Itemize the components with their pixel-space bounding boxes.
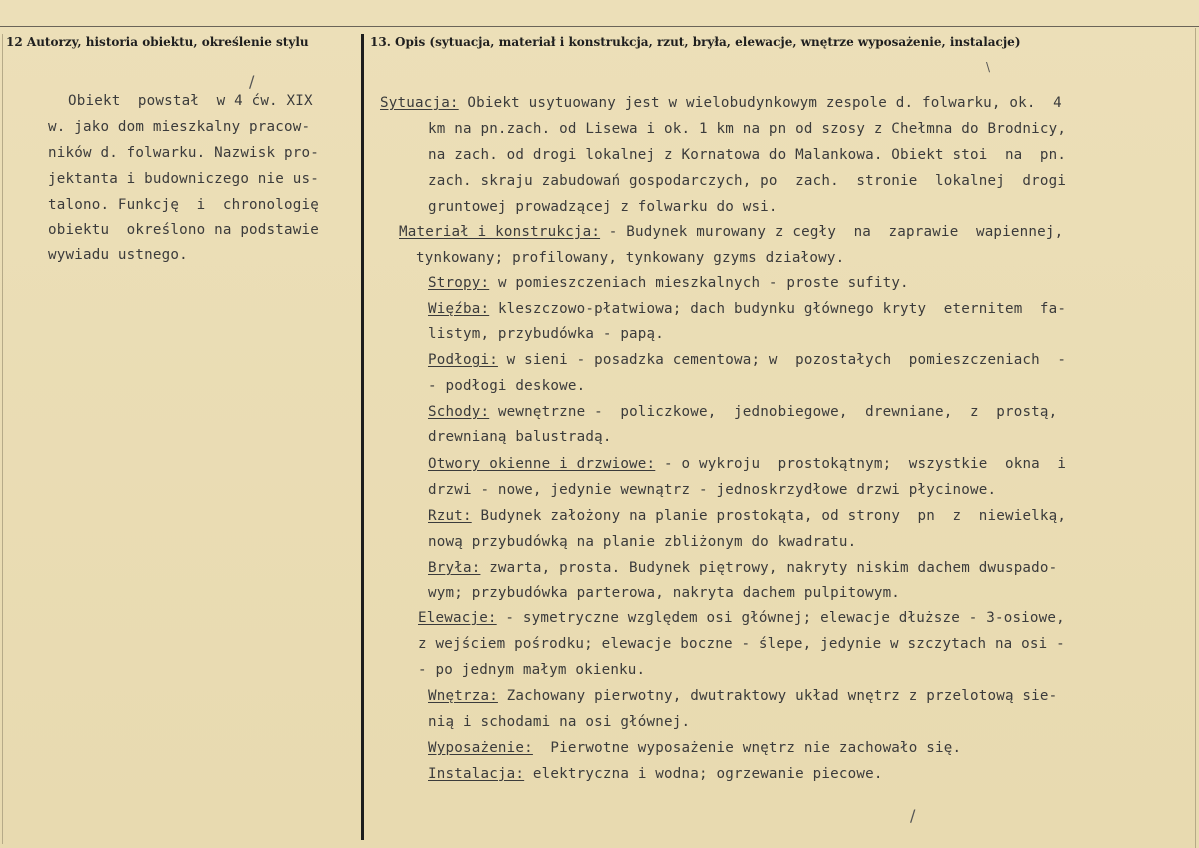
description-line [428,534,856,550]
description-line [428,199,778,215]
description-text-span: zach. skraju zabudowań gospodarczych, po zach. stronie lokalnej drogi [428,173,1067,189]
left-line: w. jako dom mieszkalny pracow- [48,119,311,135]
description-text-span: drewnianą balustradą. [428,429,612,445]
section-13-header: 13. Opis (sytuacja, materiał i konstrukcja, rzut, bryła, elewacje, wnętrze wyposażenie, instalacje) [370,35,1021,49]
description-text-span: - podłogi deskowe. [428,378,586,394]
left-line: obiektu określono na podstawie [48,222,319,238]
description-line [428,326,664,342]
left-line: ników d. folwarku. Nazwisk pro- [48,145,319,161]
description-text-span: z wejściem pośrodku; elewacje boczne - ślepe, jedynie w szczytach na osi - [418,636,1065,652]
description-line [380,95,1062,111]
description-line [428,482,996,498]
description-text-span: nią i schodami na osi głównej. [428,714,691,730]
description-text-span: w sieni - posadzka cementowa; w pozostałych pomieszczeniach - [497,352,1067,368]
right-border [1195,28,1196,848]
section-label: Instalacja: [428,766,525,782]
description-line [416,250,844,266]
section-label: Wyposażenie: [428,740,533,756]
description-text-span: Obiekt usytuowany jest w wielobudynkowym zespole d. folwarku, ok. 4 [458,95,1062,111]
pencil-mark: \ [986,60,991,74]
description-text-span: km na pn.zach. od Lisewa i ok. 1 km na pn od szosy z Chełmna do Brodnicy, [428,121,1067,137]
description-text-span: elektryczna i wodna; ogrzewanie piecowe. [524,766,883,782]
description-text-span: - Budynek murowany z cegły na zaprawie wapiennej, [600,224,1064,240]
description-line [418,662,645,678]
description-text-span: w pomieszczeniach mieszkalnych - proste sufity. [489,275,909,291]
section-label: Podłogi: [428,352,498,368]
description-text-span: kleszczowo-płatwiowa; dach budynku głównego kryty eternitem fa- [489,301,1067,317]
description-text-span: Zachowany pierwotny, dwutraktowy układ wnętrz z przelotową sie- [497,688,1058,704]
left-line: wywiadu ustnego. [48,247,188,263]
section-label: Bryła: [428,560,481,576]
column-divider [361,34,364,840]
section-label: Więźba: [428,301,490,317]
description-text-span: Pierwotne wyposażenie wnętrz nie zachowało się. [532,740,962,756]
description-line [418,610,1065,626]
description-text-span: - symetryczne względem osi głównej; elewacje dłuższe - 3-osiowe, [496,610,1065,626]
left-line: jektanta i budowniczego nie us- [48,171,319,187]
description-text-span: wym; przybudówka parterowa, nakryta dachem pulpitowym. [428,585,901,601]
description-text-span: - po jednym małym okienku. [418,662,646,678]
section-label: Wnętrza: [428,688,498,704]
description-line [399,224,1063,240]
description-text-span: - o wykroju prostokątnym; wszystkie okna i [655,456,1067,472]
description-text-span: nową przybudówką na planie zbliżonym do kwadratu. [428,534,857,550]
section-label: Otwory okienne i drzwiowe: [428,456,656,472]
description-line [428,378,585,394]
pencil-mark: / [249,72,255,91]
description-line [428,147,1066,163]
description-text-span: drzwi - nowe, jedynie wewnątrz - jednoskrzydłowe drzwi płycinowe. [428,482,997,498]
left-line: talono. Funkcję i chronologię [48,197,319,213]
description-line [428,560,1057,576]
description-line [418,636,1065,652]
section-label: Sytuacja: [380,95,459,111]
description-text-span: gruntowej prowadzącej z folwarku do wsi. [428,199,778,215]
section-label: Schody: [428,404,490,420]
description-text-span: listym, przybudówka - papą. [428,326,665,342]
description-line [428,429,612,445]
description-line [428,740,961,756]
pencil-mark: / [910,806,916,825]
section-label: Materiał i konstrukcja: [399,224,601,240]
description-line [428,301,1066,317]
description-line [428,352,1066,368]
description-line [428,456,1066,472]
description-line [428,173,1066,189]
description-line [428,508,1066,524]
description-text-span: na zach. od drogi lokalnej z Kornatowa do Malankowa. Obiekt stoi na pn. [428,147,1067,163]
description-text-span: Budynek założony na planie prostokąta, od strony pn z niewielką, [471,508,1067,524]
section-label: Stropy: [428,275,490,291]
description-line [428,404,1057,420]
section-12-header: 12 Autorzy, historia obiektu, określenie stylu [6,35,309,49]
left-line: Obiekt powstał w 4 ćw. XIX [68,93,313,109]
description-line [428,714,690,730]
description-line [428,585,900,601]
description-text-span: tynkowany; profilowany, tynkowany gzyms działowy. [416,250,845,266]
description-line [428,688,1057,704]
left-border [2,34,3,844]
description-text-span: zwarta, prosta. Budynek piętrowy, nakryty niskim dachem dwuspado- [480,560,1058,576]
description-line [428,121,1066,137]
description-line [428,275,909,291]
section-label: Elewacje: [418,610,497,626]
description-text-span: wewnętrzne - policzkowe, jednobiegowe, drewniane, z prostą, [489,404,1058,420]
description-line [428,766,883,782]
top-rule [0,26,1199,27]
section-label: Rzut: [428,508,472,524]
